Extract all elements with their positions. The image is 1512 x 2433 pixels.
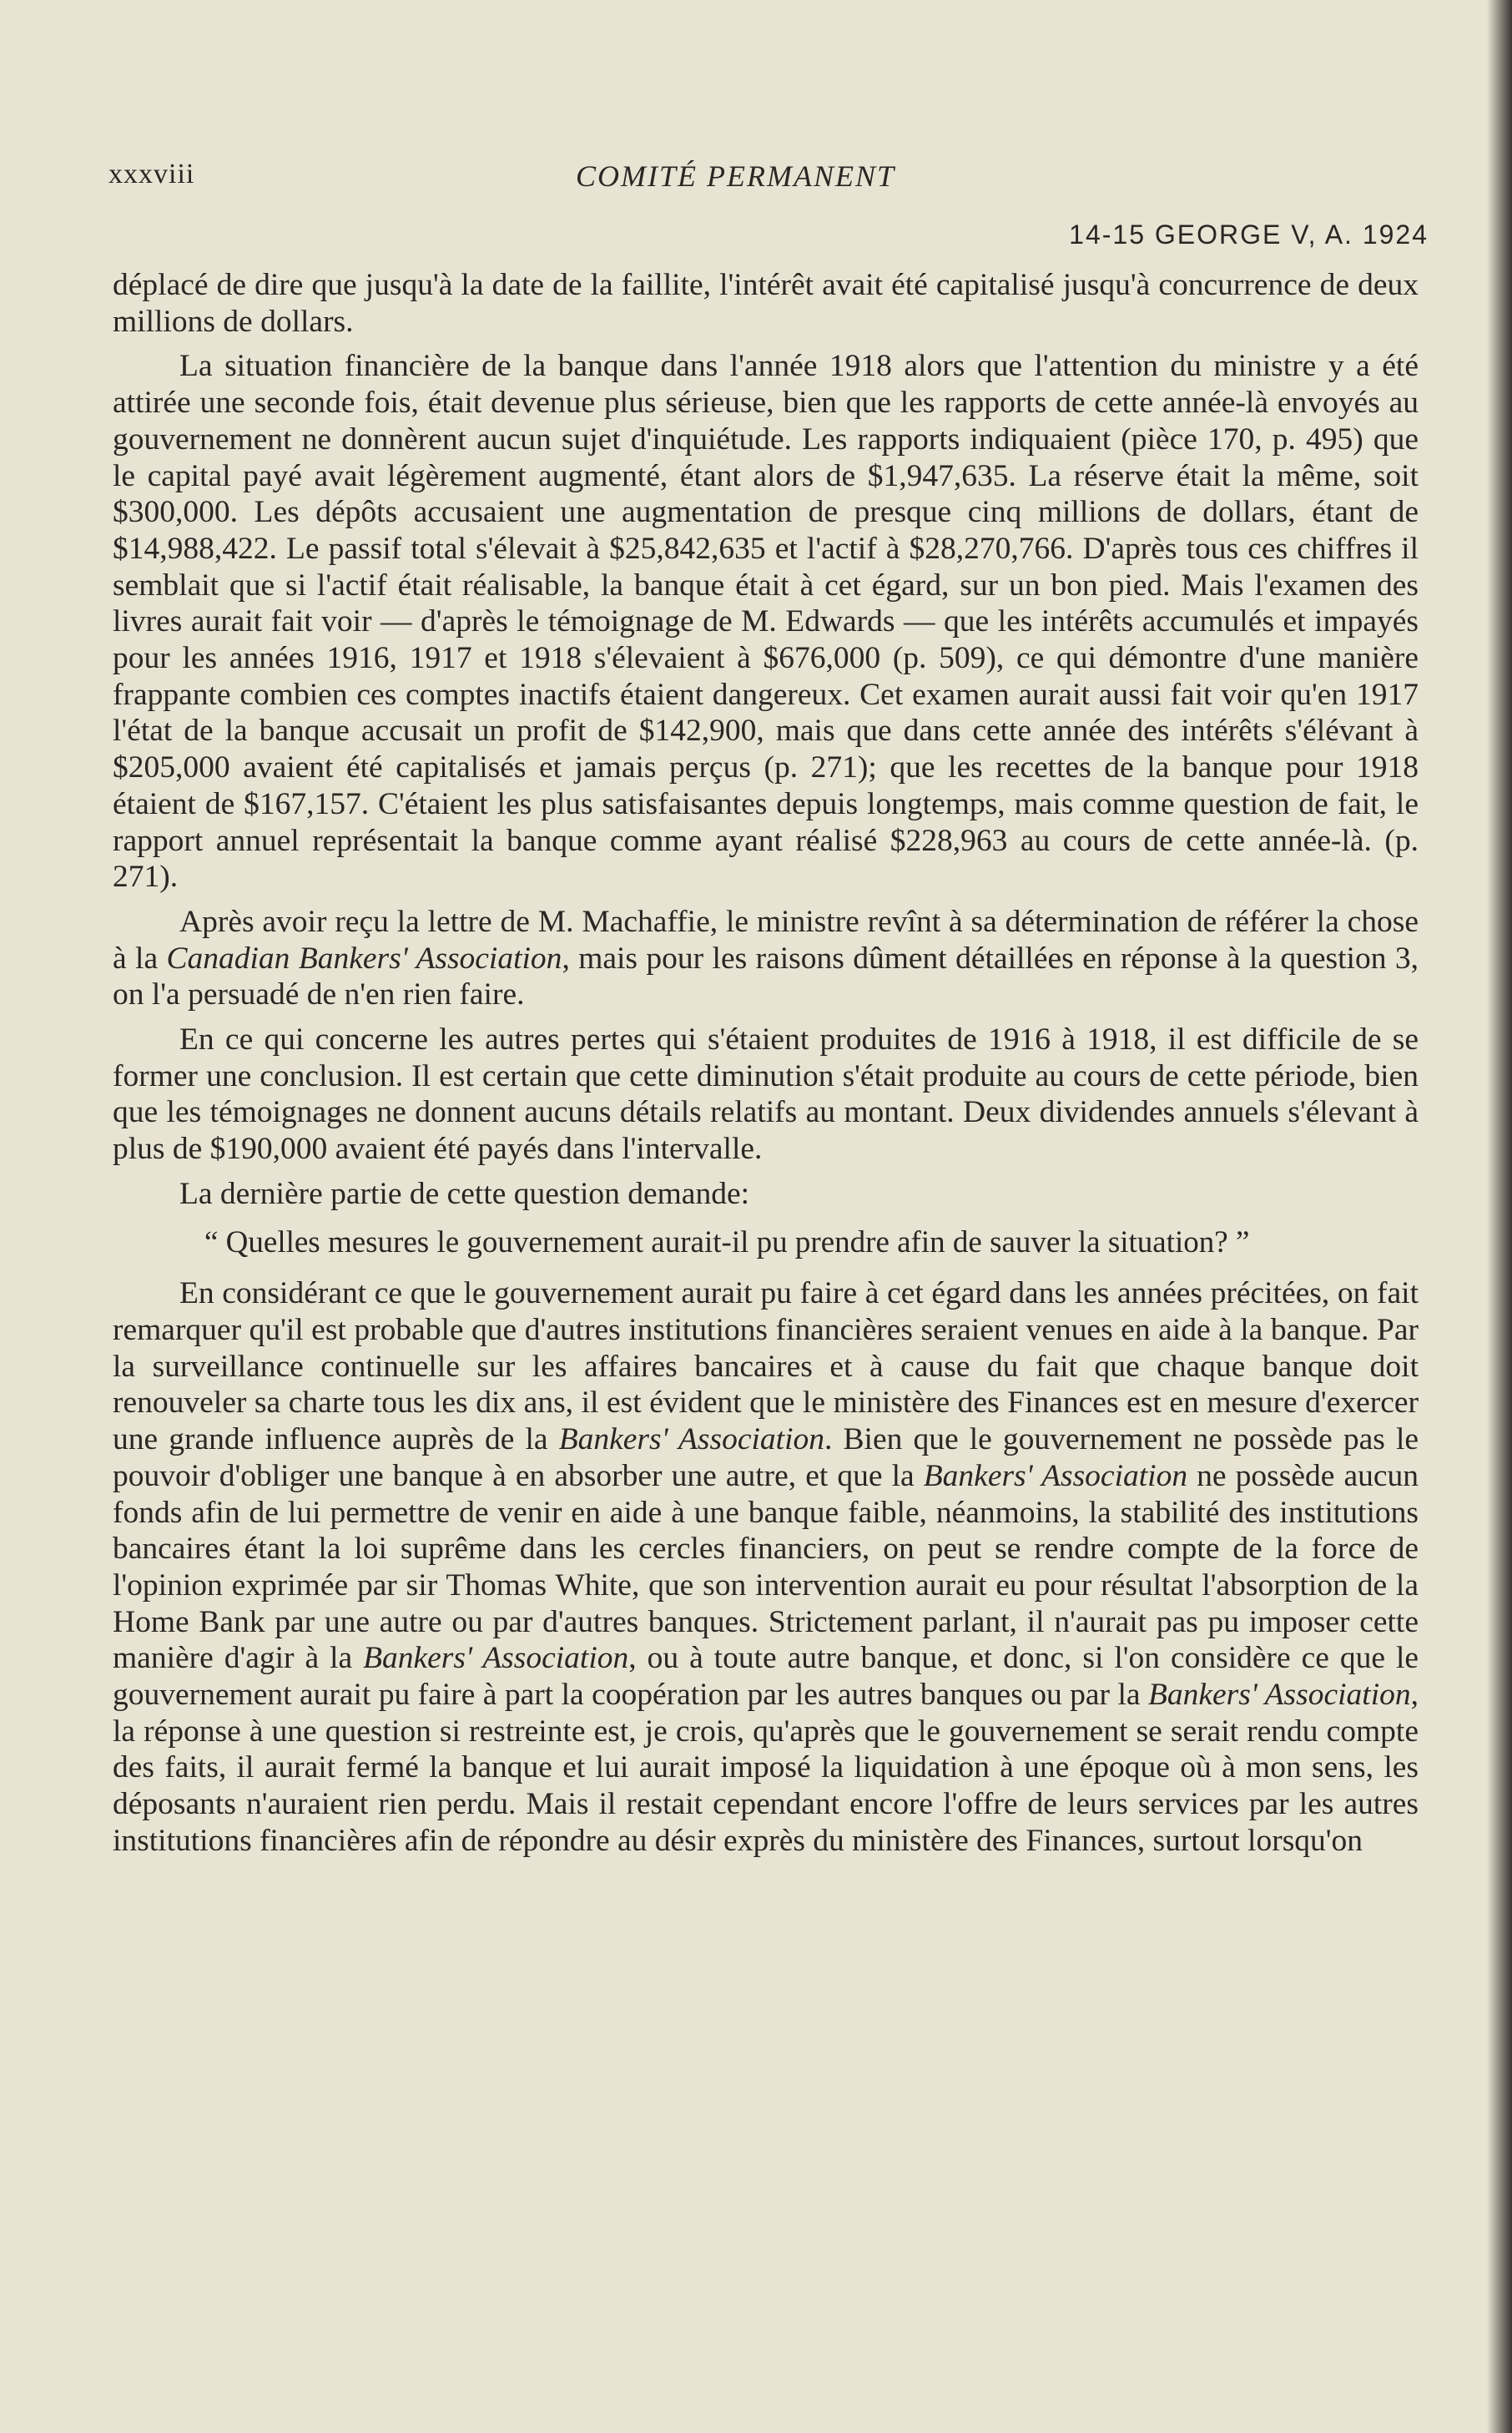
italic-association-name: Bankers' Association — [1147, 1678, 1411, 1713]
paragraph-machaffie-letter — [113, 904, 1419, 1013]
italic-association-name: Bankers' Association — [923, 1458, 1188, 1493]
page-edge-shadow — [1487, 0, 1512, 2433]
page-header — [108, 159, 1419, 209]
paragraph-continuation — [113, 267, 1419, 340]
page-number: xxxviii — [108, 159, 195, 189]
paragraph-financial-situation-1918 — [113, 348, 1419, 896]
italic-association-name: Bankers' Association — [558, 1422, 825, 1457]
paragraph-government-measures — [113, 1275, 1419, 1859]
running-title: COMITÉ PERMANENT — [576, 159, 895, 193]
paragraph-text: ne possède aucun fonds afin de lui permettre de venir en aide à une banque faible, néanmoins, la stabilité des institutions bancaires étant la loi suprême dans les cercles financiers, on peut se rendre compte de la force de l'opinion exprimée par sir Thomas White, que son intervention aurait eu pour résultat l'absorption de la Home Bank par une autre ou par d'autres banques. Strictement parlant, il n'aurait pas pu imposer cette manière d'agir à la — [113, 1458, 1419, 1676]
session-reference: 14-15 GEORGE V, A. 1924 — [1069, 220, 1429, 250]
paragraph-text: déplacé de dire que jusqu'à la date de la faillite, l'intérêt avait été capitalisé jusqu'à concurrence de deux millions de dollars. — [113, 268, 1419, 339]
paragraph-text: , mais pour les raisons dûment détaillées en réponse à la question 3, on l'a persuadé de n'en rien faire. — [113, 941, 1419, 1012]
quoted-question — [113, 1224, 1419, 1261]
paragraph-text: En considérant ce que le gouvernement aurait pu faire à cet égard dans les années précitées, on fait remarquer qu'il est probable que d'autres institutions financières seraient venues en aide à la banque. Par la surveillance continuelle sur les affaires bancaires et à cause du fait que chaque banque doit renouveler sa charte tous les dix ans, il est évident que le ministère des Finances est en mesure d'exercer une grande influence auprès de la — [113, 1276, 1419, 1457]
italic-association-name: Bankers' Association — [363, 1641, 629, 1676]
paragraph-text: . Bien que le gouvernement ne possède pas le pouvoir d'obliger une banque à en absorber une autre, et que la — [113, 1422, 1419, 1493]
paragraph-text: , la réponse à une question si restreinte est, je crois, qu'après que le gouvernement se serait rendu compte des faits, il aurait fermé la banque et lui aurait imposé la liquidation à une époque où à mon sens, les déposants n'auraient rien perdu. Mais il restait cependant encore l'offre de leurs services par les autres institutions financières afin de répondre au désir exprès du ministère des Finances, surtout lorsqu'on — [113, 1678, 1419, 1858]
paragraph-text: La dernière partie de cette question demande: — [179, 1176, 750, 1211]
paragraph-other-losses — [113, 1022, 1419, 1168]
paragraph-text: La situation financière de la banque dans l'année 1918 alors que l'attention du ministre y a été attirée une seconde fois, était devenue plus sérieuse, bien que les rapports de cette année-là envoyés au gouvernement ne donnèrent aucun sujet d'inquiétude. Les rapports indiquaient (pièce 170, p. 495) que le capital payé avait légèrement augmenté, étant alors de $1,947,635. La réserve était la même, soit $300,000. Les dépôts accusaient une augmentation de presque cinq millions de dollars, étant de $14,988,422. Le passif total s'élevait à $25,842,635 et l'actif à $28,270,766. D'après tous ces chiffres il semblait que si l'actif était réalisable, la banque était à cet égard, sur un bon pied. Mais l'examen des livres aurait fait voir — d'après le témoignage de M. Edwards — que les intérêts accumulés et impayés pour les années 1916, 1917 et 1918 s'élevaient à $676,000 (p. 509), ce qui démontre d'une manière frappante combien ces comptes inactifs étaient dangereux. Cet examen aurait aussi fait voir qu'en 1917 l'état de la banque accusait un profit de $142,900, mais que dans cette année des intérêts s'élévant à $205,000 avaient été capitalisés et jamais perçus (p. 271); que les recettes de la banque pour 1918 étaient de $167,157. C'étaient les plus satisfaisantes depuis longtemps, mais comme question de fait, le rapport annuel représentait la banque comme ayant réalisé $228,963 au cours de cette année-là. (p. 271). — [113, 349, 1419, 895]
body-text — [113, 267, 1419, 1868]
quote-text: “ Quelles mesures le gouvernement aurait-il pu prendre afin de sauver la situation? ” — [204, 1224, 1250, 1259]
paragraph-text: , ou à toute autre banque, et donc, si l'on considère ce que le gouvernement aurait pu faire à part la coopération par les autres banques ou par la — [113, 1641, 1419, 1713]
italic-association-name: Canadian Bankers' Association — [166, 941, 562, 976]
paragraph-text: En ce qui concerne les autres pertes qui s'étaient produites de 1916 à 1918, il est difficile de se former une conclusion. Il est certain que cette diminution s'était produite au cours de cette période, bien que les témoignages ne donnent aucuns détails relatifs au montant. Deux dividendes annuels s'élevant à plus de $190,000 avaient été payés dans l'intervalle. — [113, 1022, 1419, 1167]
paragraph-question-intro — [113, 1176, 1419, 1213]
paragraph-text: Après avoir reçu la lettre de M. Machaffie, le ministre revînt à sa détermination de référer la chose à la — [113, 904, 1419, 976]
